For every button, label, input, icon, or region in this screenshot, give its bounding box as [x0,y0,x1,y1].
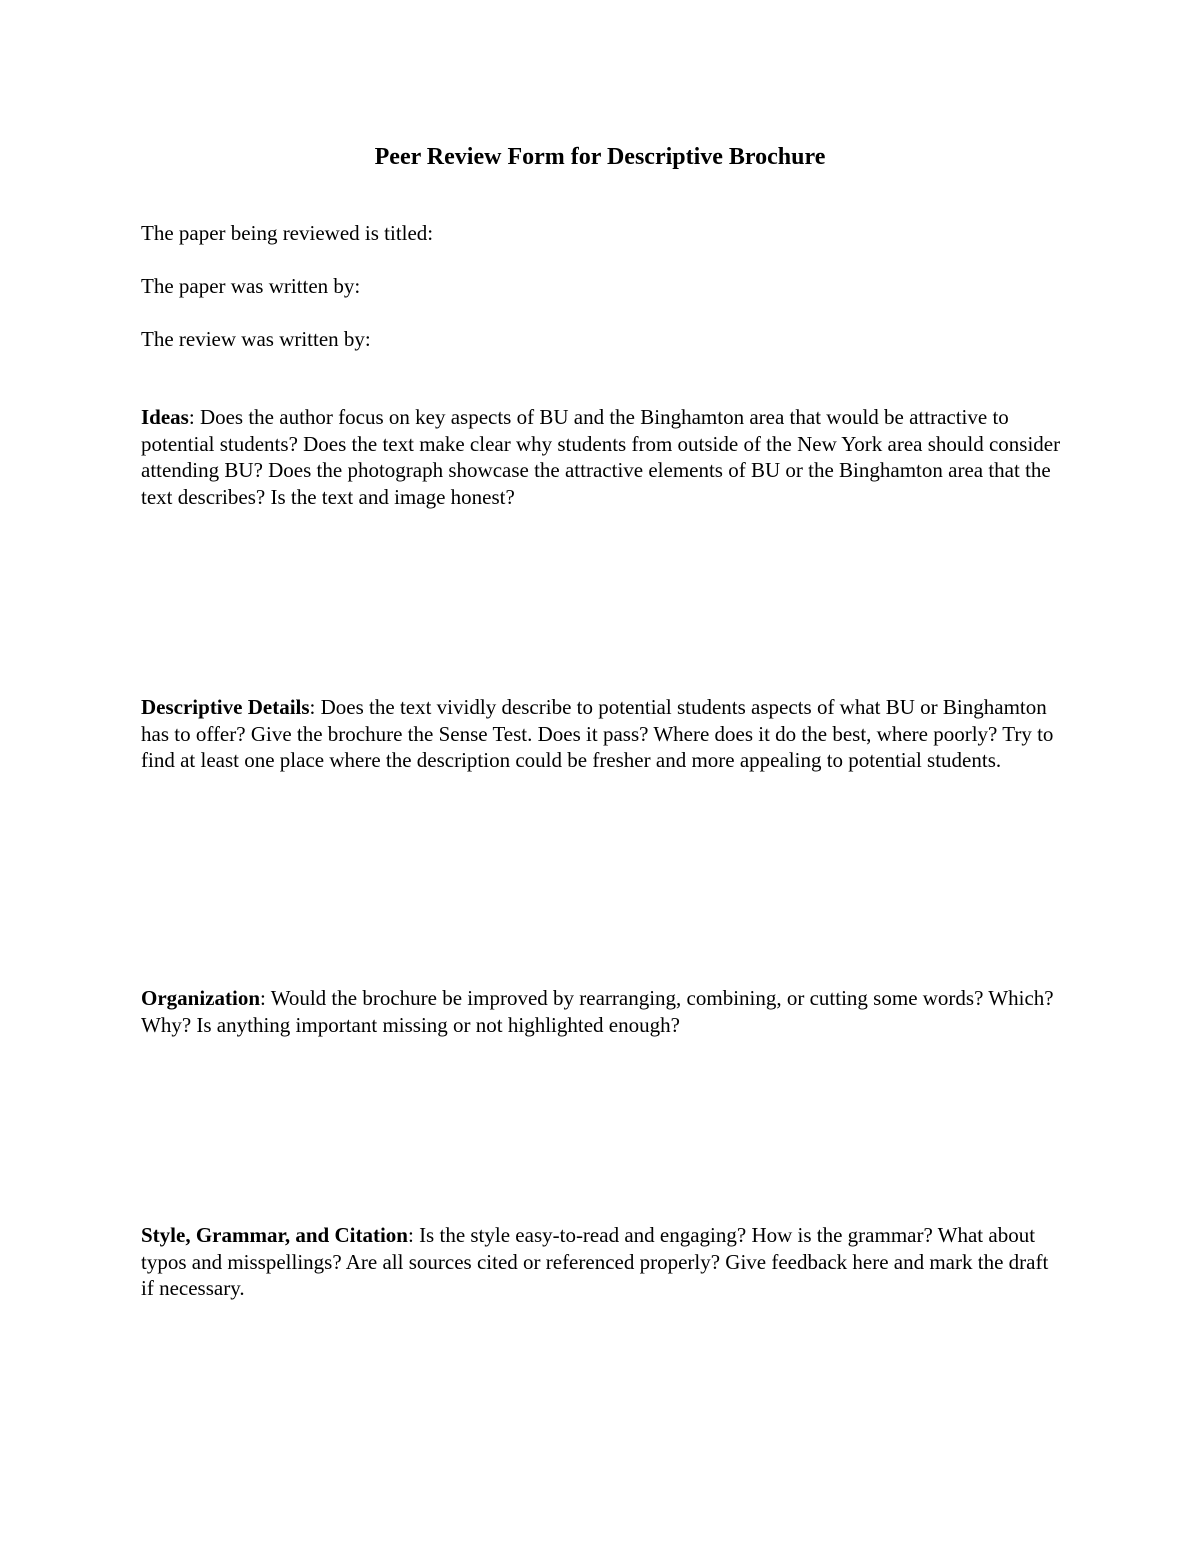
paper-title-field: The paper being reviewed is titled: [141,221,434,245]
section-organization [141,985,1061,1038]
section-heading: Ideas [141,405,189,429]
section-style-grammar-citation [141,1222,1061,1302]
section-ideas [141,404,1061,510]
section-heading: Descriptive Details [141,695,310,719]
section-text: : Does the author focus on key aspects of BU and the Binghamton area that would be attractive to potential students? Does the text make clear why students from outside of the New York area should consider attending BU? Does the photograph showcase the attractive elements of BU or the Binghamton area that the text describes? Is the text and image honest? [141,405,1061,509]
section-text: : Would the brochure be improved by rearranging, combining, or cutting some words? Which? Why? Is anything important missing or not highlighted enough? [141,986,1054,1037]
section-heading: Organization [141,986,260,1010]
section-descriptive-details [141,694,1061,774]
section-text: : Is the style easy-to-read and engaging? How is the grammar? What about typos and misspellings? Are all sources cited or referenced properly? Give feedback here and mark the draft if necessary. [141,1223,1049,1300]
page-title: Peer Review Form for Descriptive Brochure [374,144,826,170]
section-heading: Style, Grammar, and Citation [141,1223,408,1247]
paper-author-field: The paper was written by: [141,274,361,298]
section-text: : Does the text vividly describe to potential students aspects of what BU or Binghamton has to offer? Give the brochure the Sense Test. Does it pass? Where does it do the best, where poorly? Try to find at least one place where the description could be fresher and more appealing to potential students. [141,695,1054,772]
reviewer-field: The review was written by: [141,327,371,351]
